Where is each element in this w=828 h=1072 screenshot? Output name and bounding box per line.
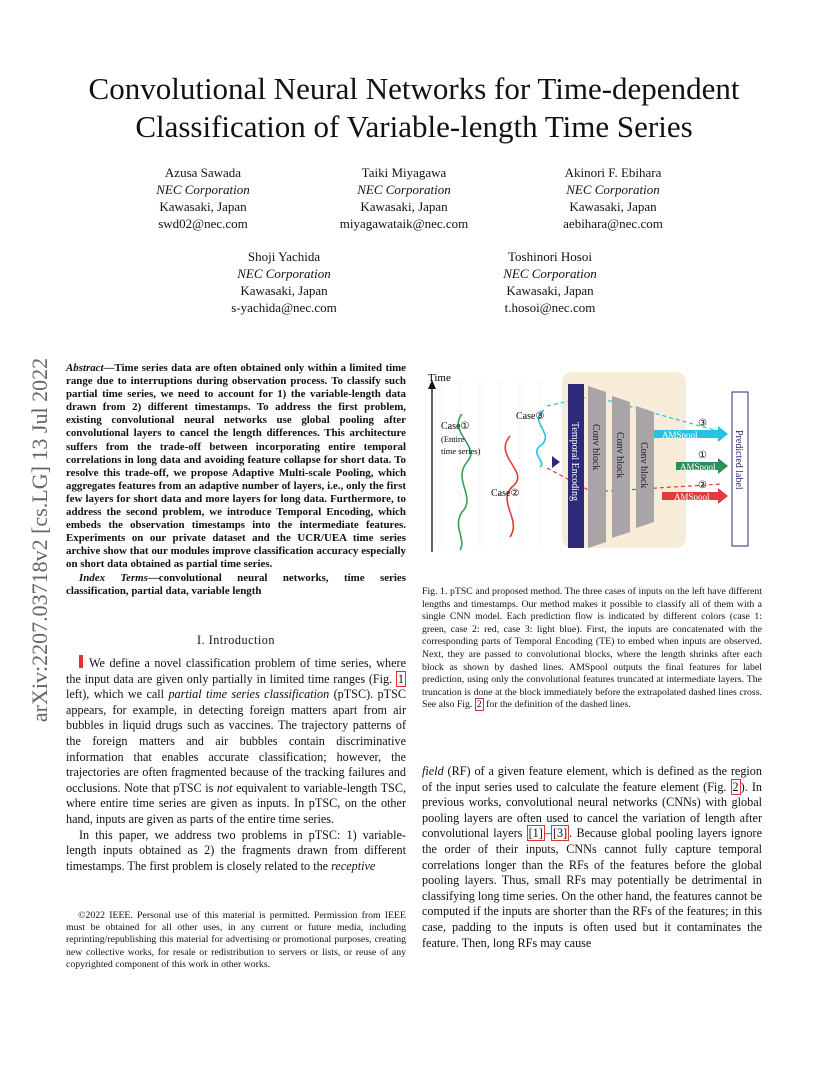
case1-number: ① xyxy=(698,450,707,461)
author-block xyxy=(174,248,394,316)
title-line-1: Convolutional Neural Networks for Time-dependent xyxy=(88,71,740,106)
predicted-label-text: Predicted label xyxy=(733,430,744,490)
author-name: Toshinori Hosoi xyxy=(508,249,592,264)
author-email: miyagawataik@nec.com xyxy=(339,216,469,231)
index-terms-body: —convolutional neural networks, time series classification, partial data, variable length xyxy=(66,571,406,597)
caption-text: Fig. 1. pTSC and proposed method. The three cases of inputs on the left have different lengths and timestamps. Our method makes it possible to classify all of them with a single CNN model. Each prediction flow is indicated by different colors (case 1: green, case 2: red, case 3: light blue). First, the inputs are concatenated with the corresponding parts of Temporal Encoding (TE) to embed when inputs are observed. Next, they are passed to convolutional blocks, where the length shrinks after each block as shown by dashed lines. AMSpool outputs the final features for label prediction, using only the convolutional features truncated at intermediate layers. The truncation is done at the block immediately before the extrapolated dashed lines cross. See also Fig. xyxy=(422,586,762,711)
axis-label: Time xyxy=(428,372,451,384)
figure-link[interactable]: 1 xyxy=(397,671,404,686)
author-affiliation: NEC Corporation xyxy=(503,266,597,281)
author-email: s-yachida@nec.com xyxy=(231,300,337,315)
body-text: – xyxy=(544,826,551,841)
intro-text: In this paper, we address two problems in pTSC: 1) variable-length inputs obtained as 2) the fragments drawn from different timestamps. The first problem is closely related to the xyxy=(66,827,406,873)
author-name: Taiki Miyagawa xyxy=(361,165,447,180)
intro-text: (pTSC). pTSC appears, for example, in detecting foreign matters apart from air bubbles in liquid drugs such as vaccines. The trajectory patterns of the foreign matters and air bubbles contain discriminative information that enables accurate classification; however, the trajectories are often fragmented because of the tracking failures and occlusions. Note that pTSC is xyxy=(66,687,406,795)
intro-emphasis: partial time series classification xyxy=(168,687,330,702)
section-heading: I. Introduction xyxy=(197,633,275,647)
annotation-marker xyxy=(79,655,83,668)
author-location: Kawasaki, Japan xyxy=(240,283,328,298)
case1-sublabel: (Entire xyxy=(441,434,465,444)
author-location: Kawasaki, Japan xyxy=(569,199,657,214)
author-name: Akinori F. Ebihara xyxy=(564,165,662,180)
case1-label: Case① xyxy=(441,421,470,432)
abstract xyxy=(66,362,406,598)
intro-emphasis: receptive xyxy=(331,858,376,873)
intro-emphasis: not xyxy=(216,780,233,795)
temporal-encoding-label: Temporal Encoding xyxy=(569,422,580,501)
citation-link[interactable]: [3] xyxy=(552,826,568,841)
abstract-body: —Time series data are often obtained only within a limited time range due to interruptions during observation process. To classify such partial time series, we need to account for 1) the variable-length data drawn from 2) different timestamps. To address the first problem, existing convolutional neural networks use global pooling after convolutional layers to cancel the length differences. This architecture suffers from the trade-off between incorporating entire temporal correlations in long data and avoiding feature collapse for short data. To resolve this trade-off, we propose Adaptive Multi-scale Pooling, which aggregates features from an adaptive number of layers, i.e., only the first few layers for short data and more layers for long data. Furthermore, to address the second problem, we introduce Temporal Encoding, which embeds the observation timestamps into the intermediate features. Experiments on our private dataset and the UCR/UEA time series archive show that our modules improve classification accuracy especially on short data obtained as partial time series. xyxy=(66,362,406,571)
body-text: (RF) of a given feature element, which is defined as the region of the input series used to calculate the feature element (Fig. xyxy=(422,764,762,794)
author-block xyxy=(294,164,514,232)
case2-number: ② xyxy=(698,480,707,491)
author-email: t.hosoi@nec.com xyxy=(504,300,596,315)
author-email: aebihara@nec.com xyxy=(563,216,663,231)
introduction-text xyxy=(66,655,406,874)
author-name: Azusa Sawada xyxy=(164,165,242,180)
author-location: Kawasaki, Japan xyxy=(159,199,247,214)
author-name: Shoji Yachida xyxy=(247,249,321,264)
author-affiliation: NEC Corporation xyxy=(156,182,250,197)
case2-label: Case② xyxy=(491,488,520,499)
copyright-notice: ©2022 IEEE. Personal use of this material is permitted. Permission from IEEE must be obtained for all other uses, in any current or future media, including reprinting/republishing this material for advertising or promotional purposes, creating new collective works, for resale or redistribution to servers or lists, or reuse of any copyrighted component of this work in other works. xyxy=(66,910,406,970)
author-location: Kawasaki, Japan xyxy=(506,283,594,298)
title-line-2: Classification of Variable-length Time Series xyxy=(135,109,693,144)
amspool-label: AMSpool xyxy=(674,492,710,502)
caption-text: for the definition of the dashed lines. xyxy=(483,699,631,711)
author-affiliation: NEC Corporation xyxy=(357,182,451,197)
conv-block-label: Conv block xyxy=(614,432,625,479)
amspool-label: AMSpool xyxy=(680,462,716,472)
author-email: swd02@nec.com xyxy=(158,216,248,231)
citation-link[interactable]: [1] xyxy=(528,826,543,841)
body-text: ). In previous works, convolutional neural networks (CNNs) with global pooling layers are often used to cancel the variation of length after convolutional layers xyxy=(422,779,762,841)
case1-sublabel: time series) xyxy=(441,446,481,456)
paper-title xyxy=(40,70,788,146)
author-block xyxy=(440,248,660,316)
case3-label: Case③ xyxy=(516,411,545,422)
body-emphasis: field xyxy=(422,764,444,778)
amspool-label: AMSpool xyxy=(662,430,698,440)
body-text: . Because global pooling layers ignore the order of their inputs, CNNs cannot fully capture temporal correlations longer than the RFs of the features before the global pooling layers. Thus, small RFs may potentially be detrimental in classifying long time series. On the other hand, the features cannot be computed if the inputs are shorter than the RFs of the features; in this case, padding to the inputs is often used but it contaminates the feature. Then, long RFs may cause xyxy=(422,826,762,950)
author-affiliation: NEC Corporation xyxy=(237,266,331,281)
author-affiliation: NEC Corporation xyxy=(566,182,660,197)
figure-link[interactable]: 2 xyxy=(732,779,739,794)
figure-1 xyxy=(422,362,774,558)
intro-text: left), which we call xyxy=(66,687,169,702)
conv-block-label: Conv block xyxy=(638,442,649,489)
figure-caption xyxy=(422,586,762,712)
case3-number: ③ xyxy=(698,418,707,429)
index-terms-label: Index Terms xyxy=(79,571,148,584)
author-block xyxy=(93,164,313,232)
arxiv-identifier[interactable]: arXiv:2207.03718v2 [cs.LG] 13 Jul 2022 xyxy=(27,357,52,723)
author-location: Kawasaki, Japan xyxy=(360,199,448,214)
intro-text: We define a novel classification problem of time series, where the input data are given only partially in limited time ranges (Fig. xyxy=(66,656,406,686)
author-block xyxy=(503,164,723,232)
abstract-label: Abstract xyxy=(66,362,104,374)
figure-link[interactable]: 2 xyxy=(476,699,482,711)
intro-text: equivalent to variable-length TSC, where entire time series are given as inputs. In pTSC, on the other hand, inputs are given as parts of the entire time series. xyxy=(66,780,406,826)
right-column-text xyxy=(422,764,762,951)
conv-block-label: Conv block xyxy=(590,424,601,471)
